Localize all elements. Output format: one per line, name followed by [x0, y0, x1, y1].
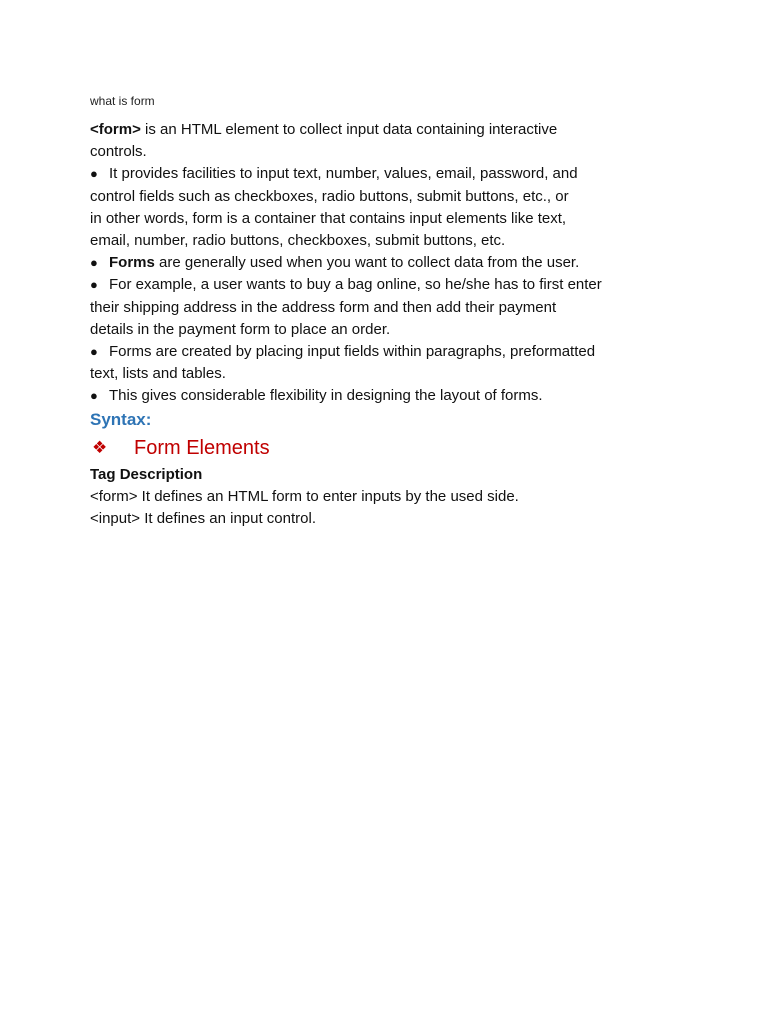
tag-row-input: <input> It defines an input control.	[90, 509, 316, 527]
line-text: It provides facilities to input text, number, values, email, password, and	[109, 165, 578, 183]
paragraph-line: control fields such as checkboxes, radio buttons, submit buttons, etc., or	[90, 187, 569, 205]
line-text: Forms are created by placing input fields within paragraphs, preformatted	[109, 343, 596, 361]
diamond-bullet-icon: ❖	[92, 437, 108, 457]
paragraph-line: controls.	[90, 143, 147, 161]
tag-description-heading: Tag Description	[90, 465, 203, 483]
tag-row-form: <form> It defines an HTML form to enter inputs by the used side.	[90, 487, 519, 505]
paragraph-line: text, lists and tables.	[90, 365, 226, 383]
forms-bold: Forms	[109, 254, 155, 272]
bullet-icon: ●	[90, 277, 98, 293]
paragraph-line: in other words, form is a container that contains input elements like text,	[90, 209, 567, 227]
bullet-line	[90, 274, 650, 296]
form-tag-bold: <form>	[90, 121, 141, 138]
document-body	[90, 92, 650, 530]
line-text: is an HTML element to collect input data containing interactive	[140, 121, 558, 138]
paragraph-line	[90, 119, 650, 141]
bullet-line	[90, 163, 650, 185]
bullet-line	[90, 252, 650, 274]
form-elements-heading	[90, 434, 650, 462]
paragraph-line: details in the payment form to place an order.	[90, 320, 391, 338]
bullet-icon: ●	[90, 388, 98, 404]
bullet-icon: ●	[90, 344, 98, 360]
bullet-icon: ●	[90, 166, 98, 182]
form-elements-title: Form Elements	[134, 436, 270, 459]
bullet-line	[90, 385, 650, 407]
paragraph-line: email, number, radio buttons, checkboxes, submit buttons, etc.	[90, 232, 506, 250]
line-text: are generally used when you want to collect data from the user.	[154, 254, 580, 272]
bullet-line	[90, 341, 650, 363]
intro-heading: what is form	[90, 94, 155, 108]
bullet-icon: ●	[90, 255, 98, 271]
paragraph-line: their shipping address in the address form and then add their payment	[90, 298, 557, 316]
line-text: For example, a user wants to buy a bag online, so he/she has to first enter	[109, 276, 602, 294]
line-text: This gives considerable flexibility in designing the layout of forms.	[109, 387, 543, 405]
syntax-heading: Syntax:	[90, 409, 152, 429]
